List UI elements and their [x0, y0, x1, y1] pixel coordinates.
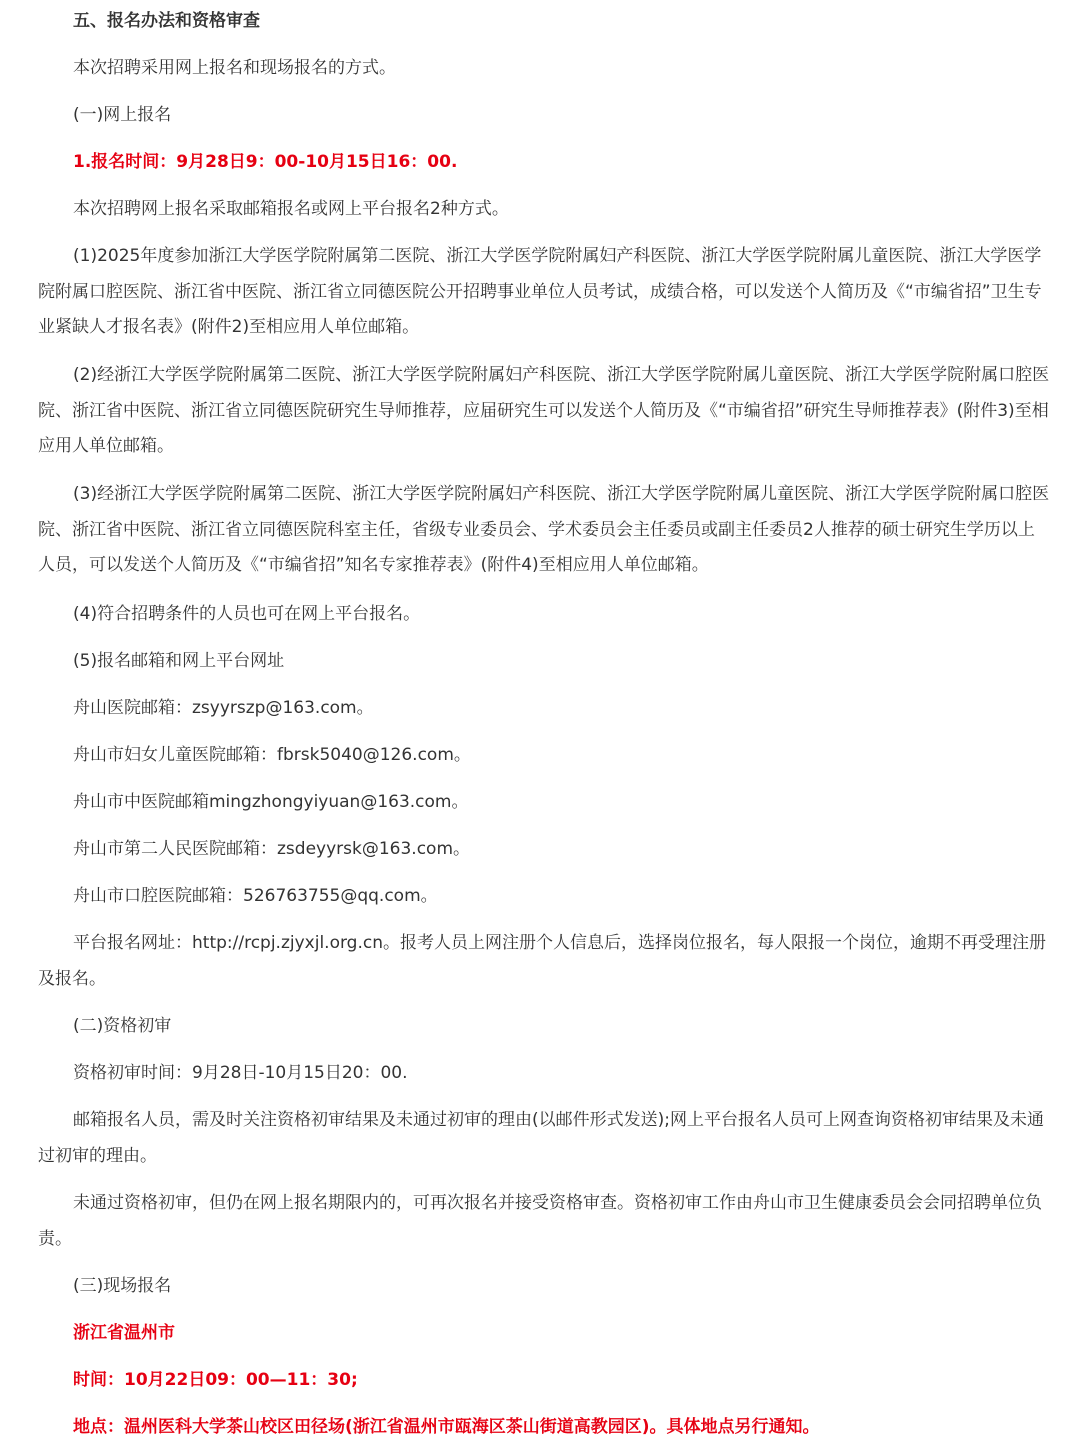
- platform-url-paragraph: 平台报名网址：http://rcpj.zjyxjl.org.cn。报考人员上网注册个人信息后，选择岗位报名，每人限报一个岗位，逾期不再受理注册及报名。: [38, 933, 1046, 989]
- highlight-registration-time: 1.报名时间：9月28日9：00-10月15日16：00.: [73, 152, 458, 172]
- paragraph: 本次招聘采用网上报名和现场报名的方式。: [73, 58, 396, 78]
- paragraph: 邮箱报名人员，需及时关注资格初审结果及未通过初审的理由(以邮件形式发送);网上平台报名人员可上网查询资格初审结果及未通过初审的理由。: [38, 1110, 1044, 1166]
- email-line: 舟山市第二人民医院邮箱：zsdeyyrsk@163.com。: [73, 839, 471, 859]
- email-line: 舟山市口腔医院邮箱：526763755@qq.com。: [73, 886, 438, 906]
- subsection-heading: (一)网上报名: [73, 105, 172, 125]
- email-line: 舟山市妇女儿童医院邮箱：fbrsk5040@126.com。: [73, 745, 471, 765]
- highlight-onsite-time: 时间：10月22日09：00—11：30;: [73, 1370, 358, 1390]
- email-line: 舟山医院邮箱：zsyyrszp@163.com。: [73, 698, 374, 718]
- paragraph: 未通过资格初审，但仍在网上报名期限内的，可再次报名并接受资格审查。资格初审工作由舟山市卫生健康委员会会同招聘单位负责。: [38, 1193, 1042, 1249]
- section-heading: 五、报名办法和资格审查: [73, 11, 260, 31]
- paragraph: (5)报名邮箱和网上平台网址: [73, 651, 285, 671]
- paragraph: (2)经浙江大学医学院附属第二医院、浙江大学医学院附属妇产科医院、浙江大学医学院附属儿童医院、浙江大学医学院附属口腔医院、浙江省中医院、浙江省立同德医院研究生导师推荐，应届研究生可以发送个人简历及《“市编省招”研究生导师推荐表》(附件3)至相应用人单位邮箱。: [38, 365, 1050, 456]
- paragraph: 资格初审时间：9月28日-10月15日20：00.: [73, 1063, 408, 1083]
- paragraph: 本次招聘网上报名采取邮箱报名或网上平台报名2种方式。: [73, 199, 509, 219]
- subsection-heading: (三)现场报名: [73, 1276, 172, 1296]
- paragraph: (1)2025年度参加浙江大学医学院附属第二医院、浙江大学医学院附属妇产科医院、浙江大学医学院附属儿童医院、浙江大学医学院附属口腔医院、浙江省中医院、浙江省立同德医院公开招聘事业单位人员考试，成绩合格，可以发送个人简历及《“市编省招”卫生专业紧缺人才报名表》(附件2)至相应用人单位邮箱。: [38, 246, 1042, 337]
- email-line: 舟山市中医院邮箱mingzhongyiyuan@163.com。: [73, 792, 469, 812]
- subsection-heading: (二)资格初审: [73, 1016, 172, 1036]
- paragraph: (4)符合招聘条件的人员也可在网上平台报名。: [73, 604, 421, 624]
- paragraph: (3)经浙江大学医学院附属第二医院、浙江大学医学院附属妇产科医院、浙江大学医学院附属儿童医院、浙江大学医学院附属口腔医院、浙江省中医院、浙江省立同德医院科室主任，省级专业委员会、学术委员会主任委员或副主任委员2人推荐的硕士研究生学历以上人员，可以发送个人简历及《“市编省招”知名专家推荐表》(附件4)至相应用人单位邮箱。: [38, 484, 1050, 575]
- highlight-onsite-place: 地点：温州医科大学茶山校区田径场(浙江省温州市瓯海区茶山街道高教园区)。具体地点另行通知。: [73, 1417, 820, 1437]
- highlight-location-city: 浙江省温州市: [73, 1323, 175, 1343]
